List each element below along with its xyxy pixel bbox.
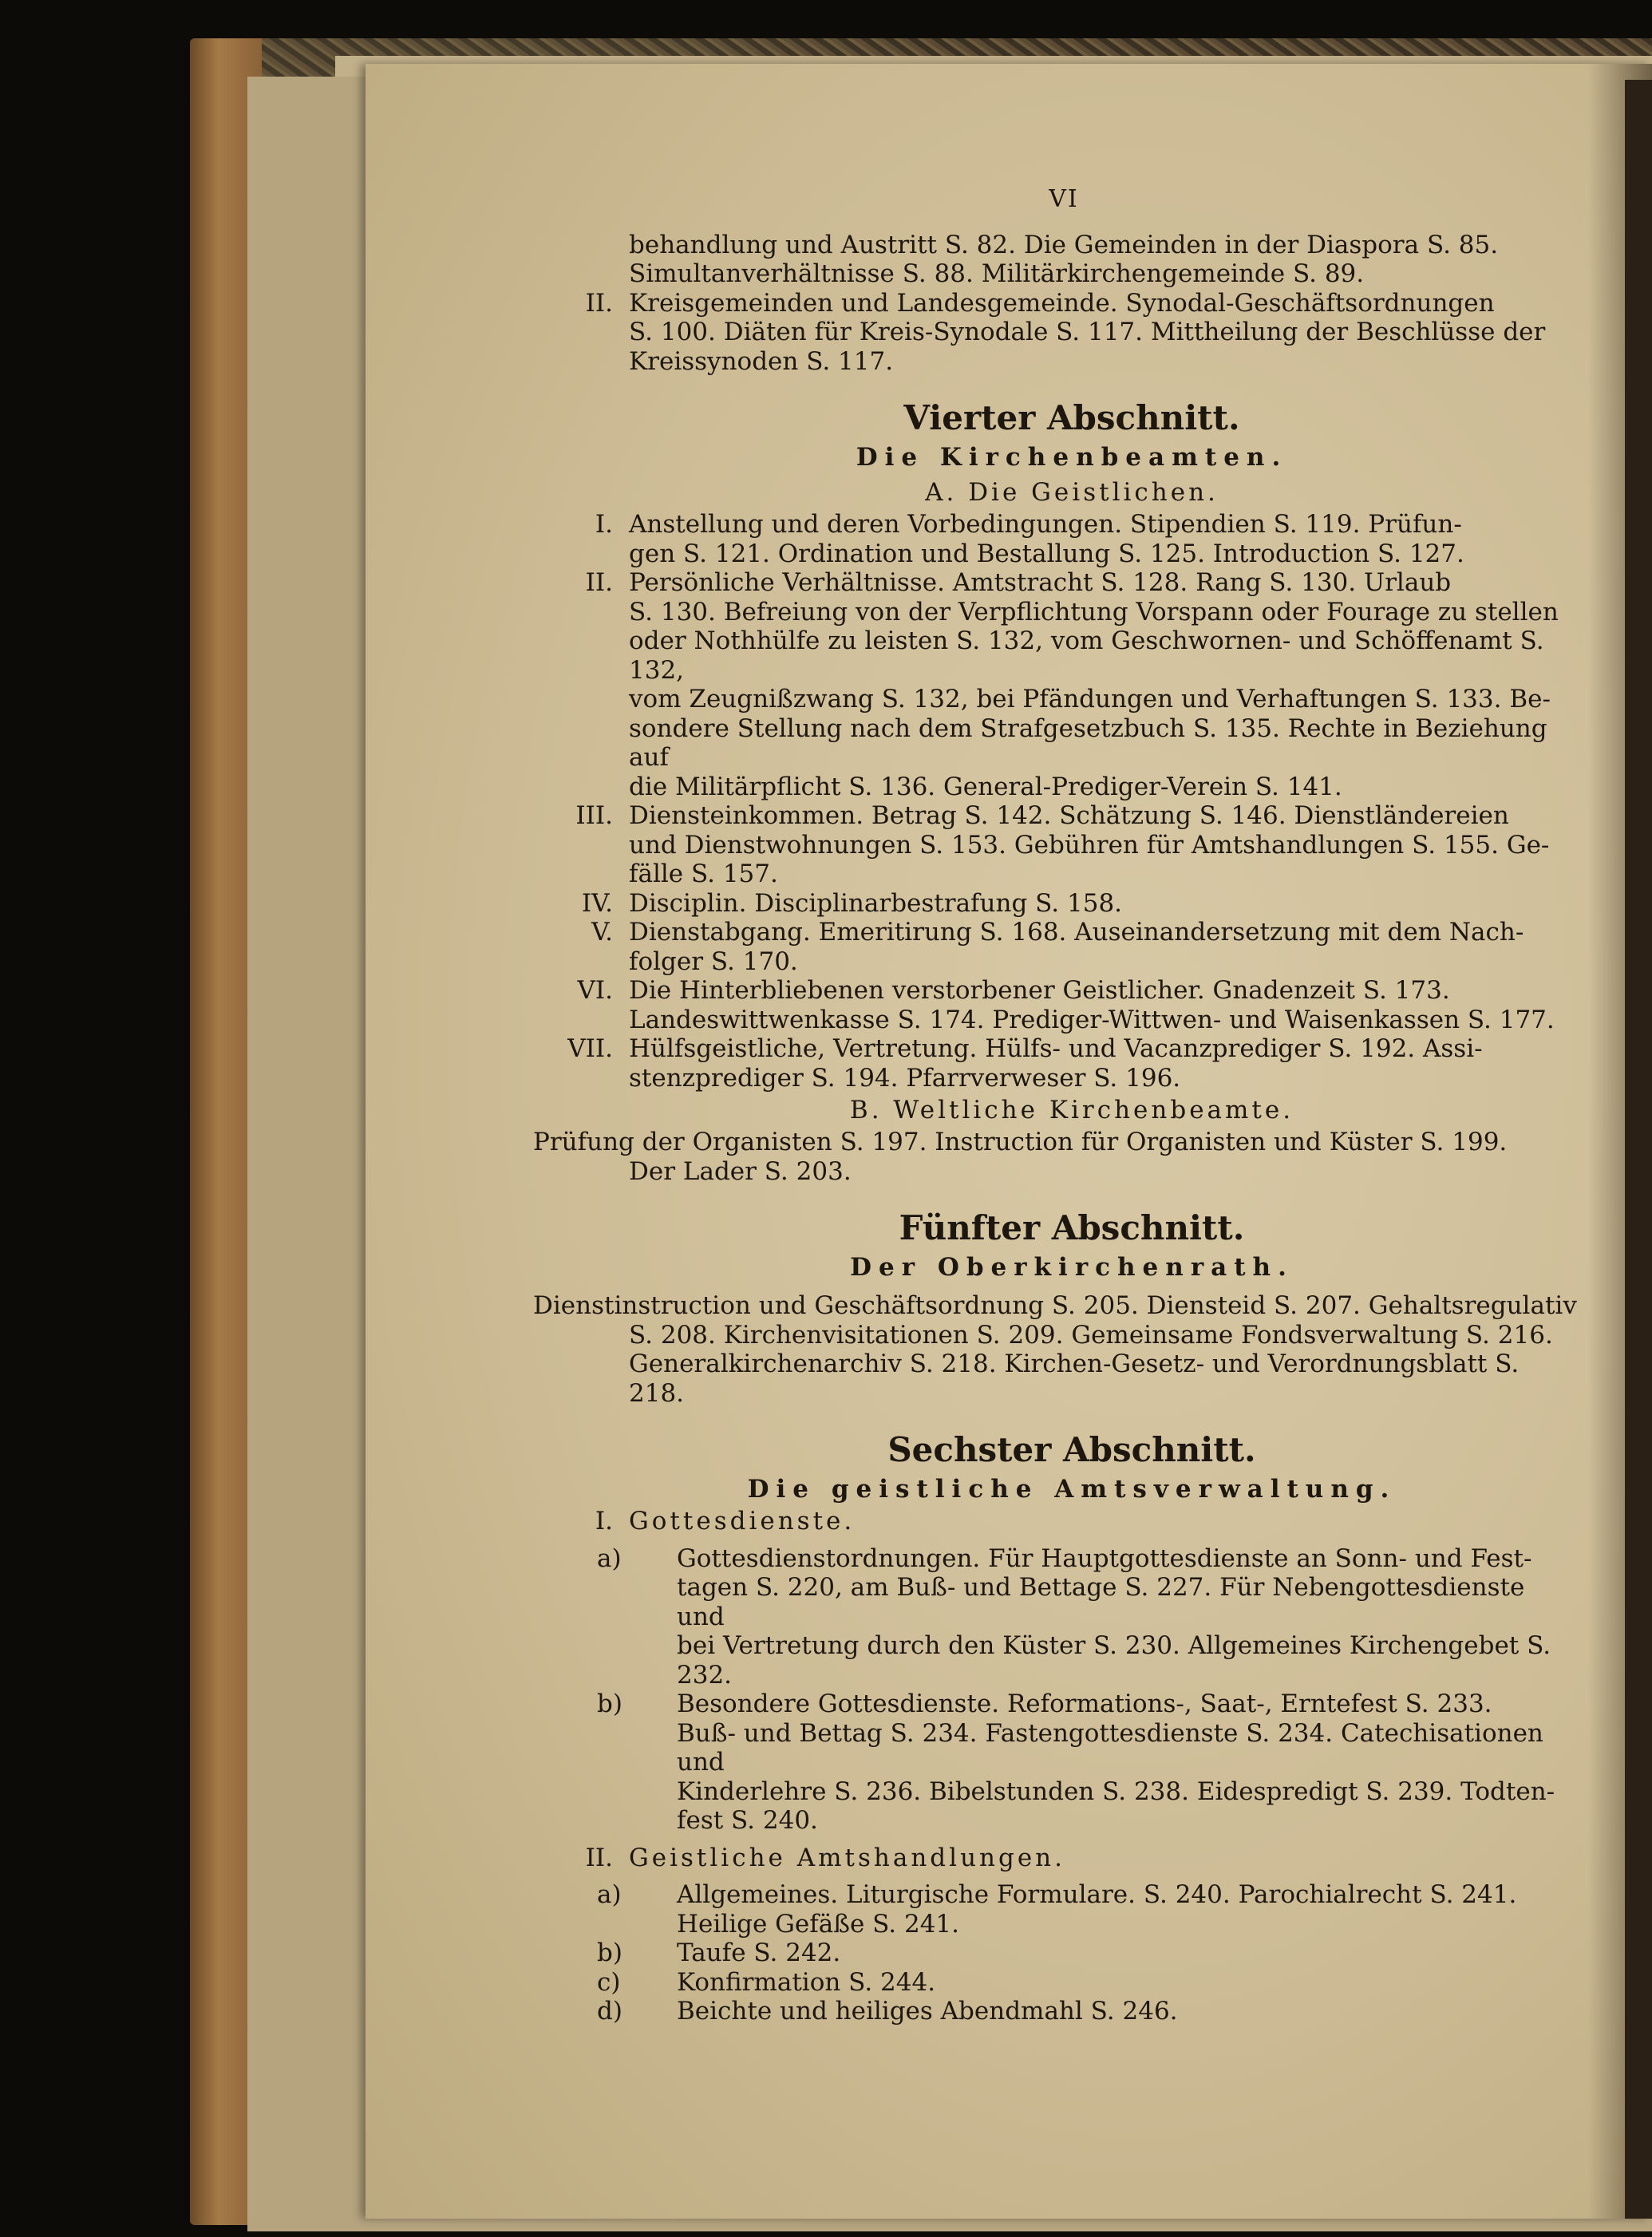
toc-entry bbox=[533, 289, 1579, 377]
part-heading: A. Die Geistlichen. bbox=[925, 478, 1219, 507]
entry-number: III. bbox=[575, 801, 613, 830]
toc-entry bbox=[533, 801, 1579, 889]
text-line: Landeswittwenkasse S. 174. Prediger-Wittwen- und Waisenkassen S. 177. bbox=[629, 1005, 1555, 1034]
entry-label: Gottesdienste. bbox=[629, 1507, 856, 1535]
section-subtitle: Der Oberkirchenrath. bbox=[850, 1253, 1294, 1282]
entry-number: VI. bbox=[577, 976, 613, 1005]
text-line: Disciplin. Disciplinarbestrafung S. 158. bbox=[629, 888, 1123, 918]
part-heading: B. Weltliche Kirchenbeamte. bbox=[849, 1096, 1294, 1124]
text-line: Kreissynoden S. 117. bbox=[629, 346, 894, 376]
toc-entries bbox=[533, 510, 1579, 1093]
entry-number: II. bbox=[585, 1843, 613, 1872]
text-line: Allgemeines. Liturgische Formulare. S. 240. Parochialrecht S. 241. bbox=[677, 1880, 1517, 1909]
entry-number: II. bbox=[585, 288, 613, 318]
text-line: Generalkirchenarchiv S. 218. Kirchen-Gesetz- und Verordnungsblatt S. 218. bbox=[629, 1350, 1520, 1408]
entry-label: Geistliche Amtshandlungen. bbox=[629, 1843, 1066, 1872]
text-line: S. 130. Befreiung von der Verpflichtung Vorspann oder Fourage zu stellen bbox=[629, 597, 1559, 626]
toc-entry bbox=[533, 568, 1579, 801]
section-title: Vierter Abschnitt. bbox=[903, 398, 1240, 437]
text-line: Buß- und Bettag S. 234. Fastengottesdienste S. 234. Catechisationen und bbox=[677, 1718, 1543, 1777]
entry-letter: b) bbox=[597, 1939, 622, 1967]
text-line: Anstellung und deren Vorbedingungen. Stipendien S. 119. Prüfun- bbox=[629, 510, 1462, 539]
text-line: Dienstabgang. Emeritirung S. 168. Auseinandersetzung mit dem Nach- bbox=[629, 918, 1524, 947]
text-line: vom Zeugnißzwang S. 132, bei Pfändungen und Verhaftungen S. 133. Be- bbox=[629, 685, 1551, 713]
entry-number: I. bbox=[595, 1507, 613, 1535]
text-line: Die Hinterbliebenen verstorbener Geistlicher. Gnadenzeit S. 173. bbox=[629, 976, 1450, 1005]
text-line: Besondere Gottesdienste. Reformations-, Saat-, Erntefest S. 233. bbox=[677, 1690, 1492, 1718]
entry-number: IV. bbox=[581, 888, 613, 918]
text-line: Simultanverhältnisse S. 88. Militärkirchengemeinde S. 89. bbox=[629, 259, 1365, 288]
text-line: S. 208. Kirchenvisitationen S. 209. Gemeinsame Fondsverwaltung S. 216. bbox=[629, 1320, 1553, 1350]
toc-subentry bbox=[533, 1544, 1579, 1690]
text-line: Kreisgemeinden und Landesgemeinde. Synodal-Geschäftsordnungen bbox=[629, 288, 1495, 318]
entry-letter: d) bbox=[597, 1997, 622, 2026]
toc-entry bbox=[533, 510, 1579, 568]
text-line: behandlung und Austritt S. 82. Die Gemeinden in der Diaspora S. 85. bbox=[629, 230, 1499, 259]
text-line: Hülfsgeistliche, Vertretung. Hülfs- und Vacanzprediger S. 192. Assi- bbox=[629, 1034, 1483, 1063]
text-line: folger S. 170. bbox=[629, 947, 798, 976]
section-title: Fünfter Abschnitt. bbox=[899, 1208, 1245, 1247]
entry-letter: c) bbox=[597, 1967, 621, 1997]
page-content bbox=[533, 185, 1579, 2026]
text-line: und Dienstwohnungen S. 153. Gebühren für Amtshandlungen S. 155. Ge- bbox=[629, 830, 1550, 860]
entry-letter: b) bbox=[597, 1690, 622, 1718]
text-line: Prüfung der Organisten S. 197. Instruction für Organisten und Küster S. 199. bbox=[533, 1128, 1508, 1156]
entry-number: VII. bbox=[567, 1034, 613, 1063]
text-line: Beichte und heiliges Abendmahl S. 246. bbox=[677, 1997, 1178, 2026]
text-line: sondere Stellung nach dem Strafgesetzbuch S. 135. Rechte in Beziehung auf bbox=[629, 713, 1547, 772]
text-line: Heilige Gefäße S. 241. bbox=[677, 1909, 960, 1939]
text-line: Konfirmation S. 244. bbox=[677, 1967, 936, 1997]
text-line: Persönliche Verhältnisse. Amtstracht S. 128. Rang S. 130. Urlaub bbox=[629, 568, 1452, 597]
toc-entry bbox=[533, 1507, 1579, 1536]
toc-entry bbox=[533, 889, 1579, 919]
page-number: VI bbox=[1049, 185, 1079, 213]
toc-subentry bbox=[533, 1939, 1579, 1968]
text-line: fest S. 240. bbox=[677, 1806, 818, 1835]
text-line: S. 100. Diäten für Kreis-Synodale S. 117. Mittheilung der Beschlüsse der bbox=[629, 318, 1546, 346]
toc-subentry bbox=[533, 1997, 1579, 2026]
text-line: tagen S. 220, am Buß- und Bettage S. 227. Für Nebengottesdienste und bbox=[677, 1573, 1525, 1631]
binding-edge bbox=[1625, 80, 1652, 2219]
text-line: die Militärpflicht S. 136. General-Prediger-Verein S. 141. bbox=[629, 772, 1342, 801]
entry-number: II. bbox=[585, 568, 613, 597]
section-subtitle: Die geistliche Amtsverwaltung. bbox=[747, 1475, 1397, 1504]
entry-number: I. bbox=[595, 510, 613, 539]
toc-subentry bbox=[533, 1880, 1579, 1939]
text-line: Taufe S. 242. bbox=[677, 1939, 841, 1967]
text-line: Kinderlehre S. 236. Bibelstunden S. 238. Eidespredigt S. 239. Todten- bbox=[677, 1777, 1555, 1806]
section-title: Sechster Abschnitt. bbox=[887, 1430, 1256, 1469]
text-line: Dienstinstruction und Geschäftsordnung S. 205. Diensteid S. 207. Gehaltsregulativ bbox=[533, 1291, 1577, 1320]
toc-entry bbox=[533, 1034, 1579, 1093]
entry-letter: a) bbox=[597, 1543, 622, 1573]
text-line: Gottesdienstordnungen. Für Hauptgottesdienste an Sonn- und Fest- bbox=[677, 1543, 1532, 1573]
toc-entry bbox=[533, 976, 1579, 1034]
entry-number: V. bbox=[591, 918, 613, 947]
text-line: fälle S. 157. bbox=[629, 860, 778, 888]
text-line: oder Nothhülfe zu leisten S. 132, vom Geschwornen- und Schöffenamt S. 132, bbox=[629, 626, 1544, 685]
text-line: gen S. 121. Ordination und Bestallung S. 125. Introduction S. 127. bbox=[629, 539, 1464, 568]
text-line: bei Vertretung durch den Küster S. 230. Allgemeines Kirchengebet S. 232. bbox=[677, 1631, 1551, 1690]
section-subtitle: Die Kirchenbeamten. bbox=[856, 443, 1288, 472]
intro-continuation bbox=[533, 231, 1579, 289]
entry-letter: a) bbox=[597, 1880, 622, 1909]
text-line: stenzprediger S. 194. Pfarrverweser S. 196. bbox=[629, 1063, 1181, 1093]
toc-subentry bbox=[533, 1968, 1579, 1998]
text-line: Diensteinkommen. Betrag S. 142. Schätzung S. 146. Dienstländereien bbox=[629, 801, 1509, 830]
toc-entry bbox=[533, 918, 1579, 976]
toc-entry bbox=[533, 1844, 1579, 1873]
text-line: Der Lader S. 203. bbox=[629, 1156, 852, 1186]
toc-subentry bbox=[533, 1690, 1579, 1836]
